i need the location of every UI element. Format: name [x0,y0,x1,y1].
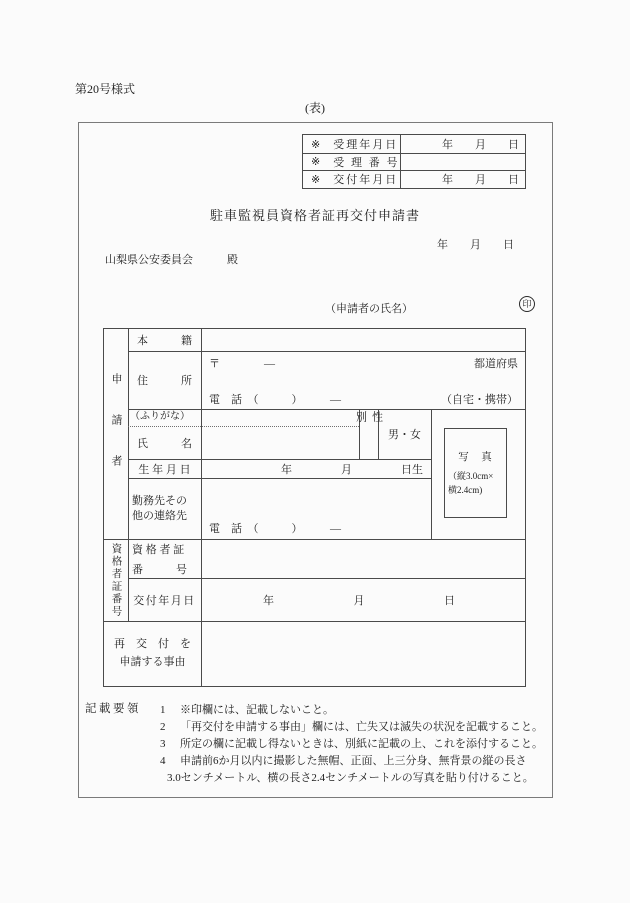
note-text: 所定の欄に記載し得ないときは、別紙に記載の上、これを添付すること。 [180,738,543,750]
reference-mark: ※ [311,156,321,168]
notes-heading: 記載要領 [85,703,141,715]
side-label: (表) [305,101,325,115]
seal-mark-icon: 印 [519,296,535,312]
birth-day-unit: 日生 [401,463,423,476]
birth-year-unit: 年 [281,463,292,476]
issue-day-unit: 日 [444,594,455,607]
cert-number-section-header: 資格者証番号 [110,542,122,618]
note-number: 2 [160,721,166,733]
acceptance-number-field [401,153,525,170]
reference-mark: ※ [311,138,321,151]
applicant-name-label: （申請者の氏名） [325,303,413,315]
note-text: 申請前6か月以内に撮影した無帽、正面、上三分身、無背景の縦の長さ [180,755,527,767]
issue-year-unit: 年 [263,594,274,607]
cert-number-label: 資 格 者 証 番 号 [132,543,187,576]
registered-domicile-field[interactable] [201,329,525,351]
issue-month-unit: 月 [353,594,365,607]
prefecture-suffix: 都道府県 [474,358,518,370]
sex-options[interactable]: 男・女 [388,429,421,441]
note-number: 4 [160,755,166,767]
work-contact-label: 勤務先その 他の連絡先 [132,494,187,522]
table-row [303,135,525,153]
note-text: ※印欄には、記載しないこと。 [180,704,334,716]
birthdate-field[interactable] [201,459,431,478]
reference-mark: ※ [311,173,321,186]
note-number: 3 [160,738,166,750]
birthdate-label: 生 年 月 日 [138,463,191,476]
note-text-continued: 3.0センチメートル、横の長さ2.4センチメートルの写真を貼り付けること。 [167,772,534,784]
postal-code-line: 〒 ― [209,358,275,370]
name-label: 氏 名 [137,437,192,450]
table-row [303,153,525,170]
issue-date-label: ※ 交付年月日 [303,170,401,188]
page-title: 駐車監視員資格者証再交付申請書 [209,208,420,223]
sex-label: 性別 [354,411,383,436]
addressee-name: 山梨県公安委員会 [105,254,193,266]
reissue-reason-label: 再 交 付 を 申請する事由 [114,638,191,668]
issue-date-field: 年 月 日 [442,174,519,186]
table-row [303,170,525,188]
cert-number-field[interactable] [201,539,525,578]
registered-domicile-label: 本 籍 [137,335,192,347]
note-number: 1 [160,704,166,716]
acceptance-date-field: 年 月 日 [442,139,519,151]
acceptance-number-label: ※ 受 理 番 号 [303,153,401,170]
photo-size-line1: （縦3.0cm× [448,471,494,481]
addressee-honorific: 殿 [227,254,238,266]
name-field[interactable] [201,409,359,459]
applicant-info-table [103,328,526,687]
address-field[interactable] [201,351,525,409]
phone-type-note: （自宅・携帯） [441,394,518,406]
applicant-section-header: 申請者 [110,372,122,496]
work-phone-line: 電 話 （ ） ― [209,523,341,535]
furigana-label: （ふりがな） [130,411,190,422]
address-label: 住 所 [137,375,192,387]
application-date-line: 年 月 日 [437,239,514,251]
photo-size-line2: 横2.4cm) [448,485,483,495]
form-number: 第20号様式 [75,82,136,96]
official-use-table [302,134,526,189]
home-phone-line: 電 話 （ ） ― [209,394,341,406]
acceptance-date-label: ※ 受理年月日 [303,135,401,153]
work-contact-field[interactable] [201,478,525,539]
cert-issue-date-field[interactable] [201,578,525,621]
photo-label: 写 真 [458,452,493,463]
reissue-reason-field[interactable] [201,621,525,686]
birth-month-unit: 月 [341,463,352,476]
cert-issue-date-label: 交付年月日 [133,594,196,607]
note-text: 「再交付を申請する事由」欄には、亡失又は滅失の状況を記載すること。 [180,721,543,733]
